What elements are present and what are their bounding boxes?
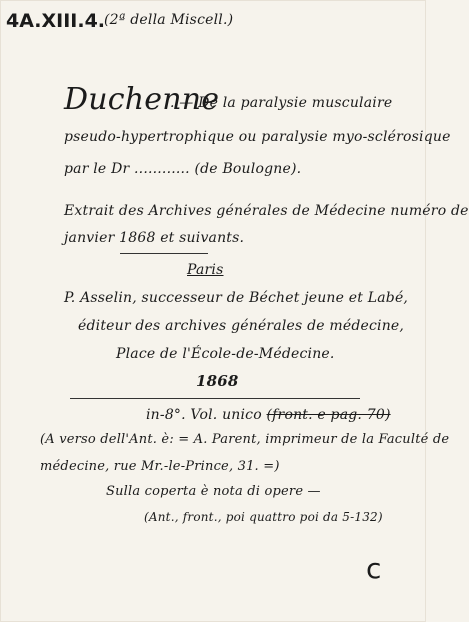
author-name: Duchenne (64, 82, 220, 117)
divider-rule (120, 253, 208, 254)
format-note (146, 407, 391, 423)
publication-year: 1868 (196, 372, 239, 390)
divider-rule (70, 398, 360, 399)
publisher-line-2: éditeur des archives générales de médecine, (78, 318, 405, 334)
publisher-line-3: Place de l'École-de-Médecine. (116, 346, 335, 362)
collation-note: (Ant., front., poi quattro poi da 5-132) (144, 510, 383, 524)
title-second-line: pseudo-hypertrophique ou paralysie myo-sclérosique (64, 129, 451, 145)
shelf-note: (2ª della Miscell.) (104, 12, 234, 28)
publication-place: Paris (187, 262, 224, 278)
verso-note-line-2: médecine, rue Mr.-le-Prince, 31. =) (40, 459, 280, 474)
title-third-line: par le Dr ............ (de Boulogne). (64, 161, 302, 177)
cover-note: Sulla coperta è nota di opere — (106, 484, 321, 499)
title-first-line: . — De la paralysie musculaire (170, 95, 393, 111)
corner-mark: c (366, 552, 382, 585)
format-struck-text: (front. e pag. 70) (266, 407, 391, 423)
shelf-code: 4A.XIII.4. (6, 10, 106, 32)
publisher-line-1: P. Asselin, successeur de Béchet jeune et Labé, (64, 290, 409, 306)
extract-line-1: Extrait des Archives générales de Médecine numéro de (64, 203, 469, 219)
extract-line-2: janvier 1868 et suivants. (64, 230, 245, 246)
format-text: in-8°. Vol. unico (146, 407, 262, 423)
verso-note-line-1: (A verso dell'Ant. è: = A. Parent, imprimeur de la Faculté de (40, 432, 450, 447)
